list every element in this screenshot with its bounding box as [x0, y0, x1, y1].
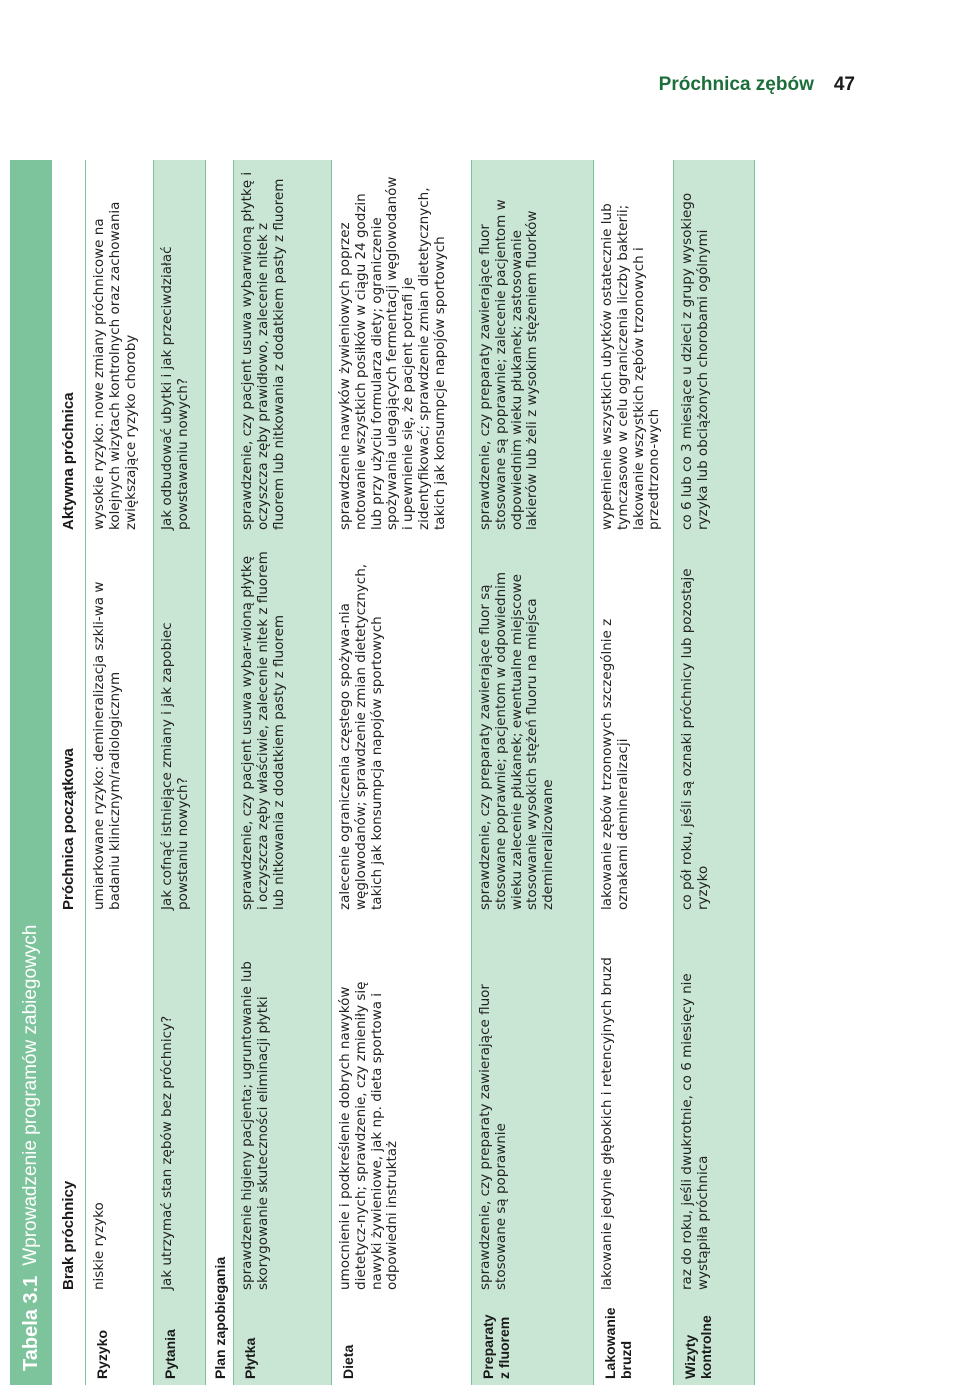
- table-cell: sprawdzenie nawyków żywieniowych poprzez notowanie wszystkich posiłków w ciągu 24 godzin lub przy użyciu formularza diety; ograniczenie spożywania ulegających fermentacji węglowodanów i upewnienie się, że pacjent potrafi je zidentyfikować; sprawdzenie zmian dietetycznych, takich jak konsumpcje napojów sportowych: [337, 176, 448, 530]
- table-cell: sprawdzenie, czy preparaty zawierające fluor stosowane są poprawnie; zalecenie pacjentom w odpowiednim wieku płukanek; zastosowanie lakierów lub żeli z wysokim stężeniem fluorków: [477, 199, 541, 530]
- page-header: [659, 74, 855, 96]
- table-cell: wysokie ryzyko: nowe zmiany próchnicowe na kolejnych wizytach kontrolnych oraz zachowania zwiększające ryzyko choroby: [91, 201, 139, 530]
- table-cell: lakowanie jedynie głębokich i retencyjnych bruzd: [599, 957, 615, 1290]
- row-label: Wizyty kontrolne: [682, 1315, 715, 1379]
- row-label: Płytka: [242, 1337, 258, 1379]
- table-cell: sprawdzenie, czy preparaty zawierające fluor stosowane są poprawnie: [477, 984, 509, 1290]
- table-cell: lakowanie zębów trzonowych szczególnie z oznakami demineralizacji: [599, 618, 631, 910]
- table-row: [332, 160, 472, 1385]
- row-label: Ryzyko: [94, 1329, 110, 1379]
- table-cell: co 6 lub co 3 miesiące u dzieci z grupy wysokiego ryzyka lub obciążonych chorobami ogólnymi: [679, 192, 711, 530]
- section-label: Plan zapobiegania: [206, 160, 234, 1385]
- table-row: [154, 160, 206, 1385]
- table-cell: Jak cofnąć istniejące zmiany i jak zapobiec powstaniu nowych?: [159, 622, 191, 910]
- rotated-table: [10, 160, 755, 1385]
- table-cell: niskie ryzyko: [91, 1202, 107, 1290]
- running-title: Próchnica zębów: [658, 74, 814, 95]
- page-number: 47: [833, 74, 855, 95]
- column-headers: [52, 160, 86, 1385]
- table-cell: sprawdzenie, czy pacjent usuwa wybar-wioną płytkę i oczyszcza zęby właściwie, zalecenie nitek z fluorem lub nitkowania z dodatkiem pasty z fluorem: [239, 551, 287, 910]
- table-caption: [10, 160, 52, 1385]
- table-row: [674, 160, 755, 1385]
- column-header-brak: Brak próchnicy: [60, 1180, 77, 1290]
- column-header-poczatkowa: Próchnica początkowa: [60, 748, 77, 910]
- table-cell: sprawdzenie, czy preparaty zawierające fluor są stosowane poprawnie; pacjentom w odpowiednim wieku zalecenie płukanek; ewentualne miejscowe stosowanie wysokich stężeń fluoru na miejsca zdemineralizowane: [477, 571, 557, 910]
- table-cell: sprawdzenie, czy pacjent usuwa wybarwioną płytkę i oczyszcza zęby prawidłowo, zalecenie nitek z fluorem lub nitkowania z dodatkiem pasty z fluorem: [239, 171, 287, 530]
- table-cell: raz do roku, jeśli dwukrotnie, co 6 miesięcy nie wystąpiła próchnica: [679, 973, 711, 1290]
- table-cell: Jak utrzymać stan zębów bez próchnicy?: [159, 1015, 175, 1290]
- table-cell: Jak odbudować ubytki i jak przeciwdziałać powstawaniu nowych?: [159, 246, 191, 530]
- table-cell: co pół roku, jeśli są oznaki próchnicy lub pozostaje ryzyko: [679, 568, 711, 910]
- row-label: Pytania: [162, 1329, 178, 1379]
- table-cell: sprawdzenie higieny pacjenta; ugruntowanie lub skorygowanie skuteczności eliminacji płytki: [239, 961, 271, 1290]
- table-row: [234, 160, 332, 1385]
- row-label: Lakowanie bruzd: [602, 1307, 635, 1379]
- table-cell: umiarkowane ryzyko: demineralizacja szkli-wa w badaniu klinicznym/radiologicznym: [91, 581, 123, 910]
- table-row: [472, 160, 594, 1385]
- table-cell: wypełnienie wszystkich ubytków ostatecznie lub tymczasowo w celu ograniczenia liczby bakterii; lakowanie wszystkich zębów trzonowych i przedtrzono-wych: [599, 203, 663, 530]
- table-caption-text: Wprowadzenie programów zabiegowych: [20, 924, 41, 1266]
- table-row: [594, 160, 674, 1385]
- row-label: Preparaty z fluorem: [480, 1314, 513, 1379]
- table-cell: zalecenie ograniczenia częstego spożywa-nia węglowodanów; sprawdzenie zmian dietetycznych, takich jak konsumpcja napojów sportowych: [337, 563, 385, 910]
- table-row: [86, 160, 154, 1385]
- row-label: Dieta: [340, 1344, 356, 1379]
- table-number: Tabela 3.1: [19, 1275, 42, 1371]
- table-cell: umocnienie i podkreślenie dobrych nawyków dietetycz-nych; sprawdzenie, czy zmieniły się nawyki żywieniowe, jak np. dieta sportowa i odpowiedni instruktaż: [337, 981, 401, 1290]
- column-header-aktywna: Aktywna próchnica: [60, 392, 77, 530]
